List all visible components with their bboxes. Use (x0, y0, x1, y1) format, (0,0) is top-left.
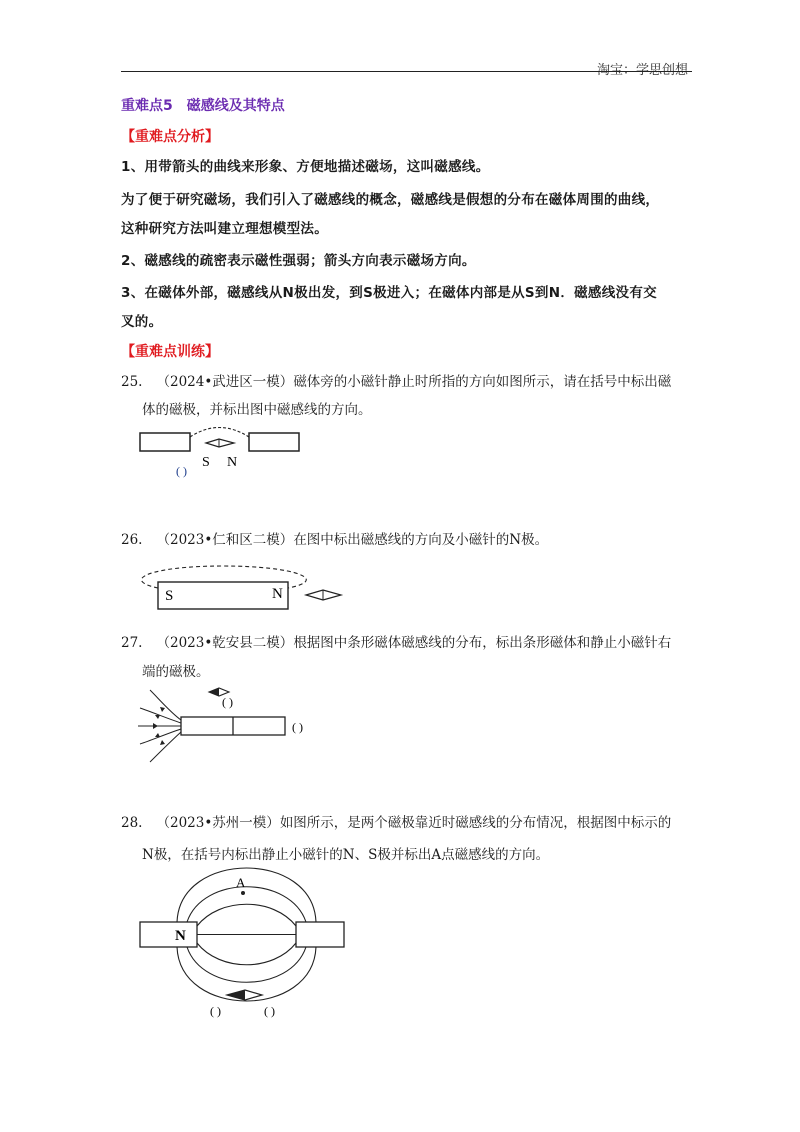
q28-text-line2: N极，在括号内标出静止小磁针的N、S极并标出A点磁感线的方向。 (142, 847, 550, 863)
q28-text: 如图所示，是两个磁极靠近时磁感线的分布情况，根据图中标示的 (279, 815, 672, 831)
q25-number: 25. (121, 374, 143, 390)
q27-text-line2: 端的磁极。 (142, 664, 210, 680)
q28-source: （2023•苏州一模） (156, 815, 280, 831)
analysis-point-1: 1、用带箭头的曲线来形象、方便地描述磁场，这叫磁感线。 (121, 159, 490, 175)
q27-blank-right: ( ) (292, 720, 303, 734)
analysis-point-1c: 这种研究方法叫建立理想模型法。 (121, 221, 328, 237)
q25-text-line2: 体的磁极，并标出图中磁感线的方向。 (142, 402, 372, 418)
section-title: 重难点5 磁感线及其特点 (121, 98, 285, 114)
q25-needle-s: S (202, 455, 210, 470)
q27-blank-top: ( ) (222, 695, 233, 709)
q26-number: 26. (121, 532, 143, 548)
q28-right-magnet (296, 922, 344, 947)
q28-pole-n: N (175, 928, 186, 944)
q27-source: （2023•乾安县二模） (156, 635, 294, 651)
q28-number: 28. (121, 815, 143, 831)
analysis-label: 【重难点分析】 (121, 129, 219, 145)
q25-text: 磁体旁的小磁针静止时所指的方向如图所示，请在括号中标出磁 (293, 374, 672, 390)
q28-blank-left: ( ) (210, 1004, 221, 1018)
header-text: 淘宝：学思创想 (596, 63, 688, 78)
q25-source: （2024•武进区一模） (156, 374, 294, 390)
analysis-point-2: 2、磁感线的疏密表示磁性强弱；箭头方向表示磁场方向。 (121, 253, 476, 269)
q27-text: 根据图中条形磁体磁感线的分布，标出条形磁体和静止小磁针右 (293, 635, 672, 651)
q28-blank-right: ( ) (264, 1004, 275, 1018)
analysis-point-3b: 叉的。 (121, 314, 163, 330)
training-label: 【重难点训练】 (121, 344, 219, 360)
analysis-point-3: 3、在磁体外部，磁感线从N极出发，到S极进入；在磁体内部是从S到N．磁感线没有交 (121, 285, 657, 301)
q25-blank: ( ) (176, 464, 187, 478)
q27-number: 27. (121, 635, 143, 651)
q26-pole-n: N (272, 586, 283, 602)
analysis-point-1b: 为了便于研究磁场，我们引入了磁感线的概念，磁感线是假想的分布在磁体周围的曲线， (121, 192, 660, 208)
q28-label-a: A (236, 875, 246, 890)
q26-source: （2023•仁和区二模） (156, 532, 294, 548)
q26-pole-s: S (165, 588, 174, 604)
q28-point-a (241, 891, 245, 895)
q28-left-magnet (140, 922, 197, 947)
q26-text: 在图中标出磁感线的方向及小磁针的N极。 (293, 532, 549, 548)
q28-field-lines (177, 868, 316, 1001)
q25-needle-n: N (227, 455, 238, 470)
